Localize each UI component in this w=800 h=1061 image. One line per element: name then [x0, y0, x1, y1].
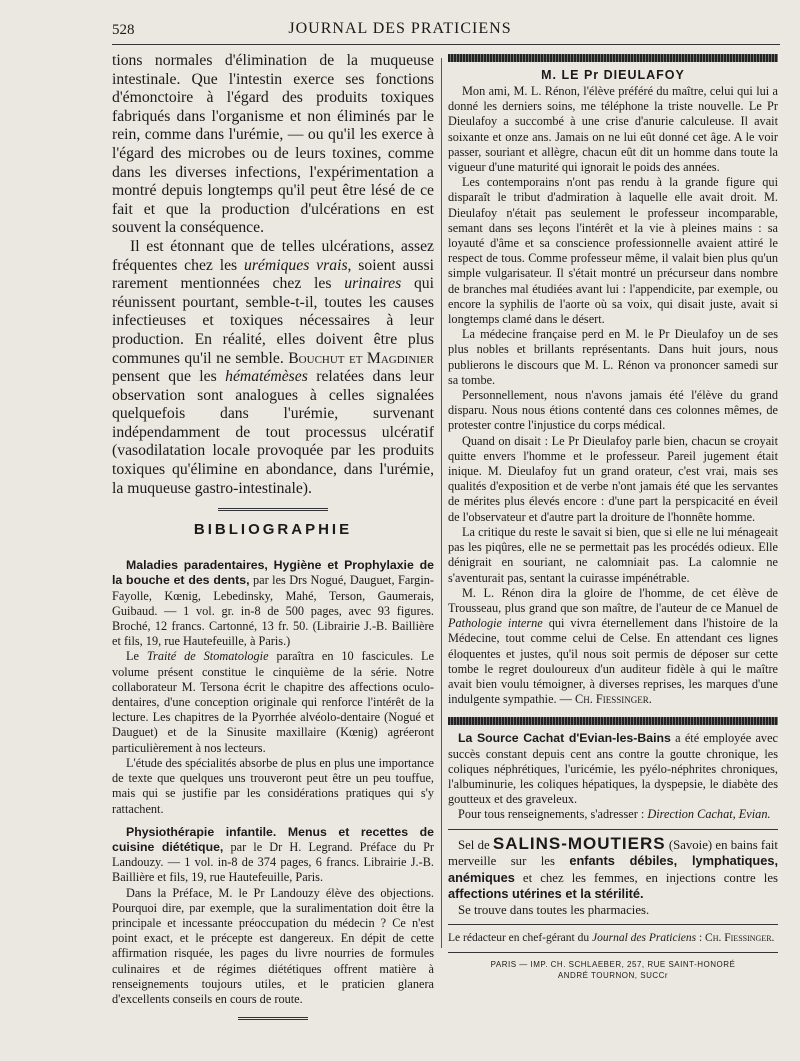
divider: [448, 829, 778, 830]
advertisement-contact: Pour tous renseignements, s'adresser : Direction Cachat, Evian.: [458, 807, 771, 822]
divider: [238, 1017, 308, 1020]
divider: [448, 924, 778, 925]
paragraph: L'étude des spécialités absorbe de plus en plus une importance de texte que quelques uns trouveront peut être un peu touffue, mais qui se justifie par les considérations pratiques qui s'y rattachent.: [112, 755, 434, 816]
divider: [218, 508, 328, 511]
paragraph: Personnellement, nous n'avons jamais été l'élève du grand disparu. Nous nous étions contenté dans ces colonnes mêmes, de protester contre l'injustice du corps médical.: [448, 388, 778, 433]
advertisement-note: Se trouve dans toutes les pharmacies.: [458, 902, 650, 917]
journal-title: JOURNAL DES PRATICIENS: [288, 20, 512, 37]
obituary-title: M. LE Pr DIEULAFOY: [541, 68, 685, 82]
paragraph: Il est étonnant que de telles ulcérations, assez fréquentes chez les urémiques vrais, soient aussi rarement mentionnées chez les urinaires qui réunissent pourtant, semble-t-il, toutes les causes infectieuses et toxiques nécessaires à leur production. En réalité, elles doivent être plus communes qu'il ne semble. Bouchut et Magdinier pensent que les hématémèses relatées dans leur observation sont analogues à celles signalées quelquefois dans l'urémie, survenant indépendamment de tout processus ulcératif (vasodilatation locale provoquée par les produits toxiques qu'élimine en abondance, dans l'urémie, la muqueuse gastro-intestinale).: [112, 237, 434, 497]
paragraph: Mon ami, M. L. Rénon, l'élève préféré du maître, celui qui lui a donné les derniers soins, me téléphone la triste nouvelle. Le Pr Dieulafoy a succombé à une crise d'anurie calculeuse. Il avait soixante et onze ans. Jamais on ne lui eût donné cet âge. A le voir passer, souriant et allègre, chacun eût dit un homme dans toute la vigueur d'une maturité qui ignorait le poids des années.: [448, 84, 778, 175]
paragraph: Dans la Préface, M. le Pr Landouzy élève des objections. Pourquoi dire, par exemple, que la suralimentation doit être la principale et incessante préoccupation du médecin ? Ce n'est point exact, et le précepte est dangereux. En dépit de cette affirmation risquée, les pages du livre nourries de formules culinaires et de régimes diététiques offrent matière à renseignements toujours utiles, et le praticien glanera d'excellents conseils en cours de route.: [112, 885, 434, 1006]
ornament-bar: [448, 54, 778, 62]
imprint-line: PARIS — IMP. CH. SCHLAEBER, 257, RUE SAINT-HONORÉ: [490, 960, 736, 970]
book-review: Physiothérapie infantile. Menus et recettes de cuisine diététique, par le Dr H. Legrand. Préface du Pr Landouzy. — 1 vol. in-8 de 374 pages, 6 francs. Librairie J.-B. Baillière et fils, 19, rue Hautefeuille, Paris.: [112, 824, 435, 885]
paragraph: M. L. Rénon dira la gloire de l'homme, de cet élève de Trousseau, plus grand que son maître, de l'auteur de ce Manuel de Pathologie interne qui vivra éternellement dans l'histoire de la Médecine, tout comme celui de Celse. En attendant ces lignes éloquentes et justes, qu'il nous soit permis de déposer sur cette tombe le regret douloureux d'un auditeur fidèle à qui le maître avait bien voulu témoigner, à diverses reprises, les marques d'une indulgente sympathie. — Ch. Fiessinger.: [448, 585, 778, 707]
header-rule: [112, 44, 780, 45]
book-review: Maladies paradentaires, Hygiène et Prophylaxie de la bouche et des dents, par les Drs Nogué, Dauguet, Fargin-Fayolle, Kœnig, Lebedinsky, Mahé, Terson, Gaumerais, Guibaud. — 1 vol. gr. in-8 de 500 pages, avec 93 figures. Broché, 12 francs. Cartonné, 13 fr. 50. (Librairie J.-B. Baillière et fils, 19, rue Hautefeuille, à Paris.): [112, 558, 434, 649]
advertisement-salins: Sel de SALINS-MOUTIERS (Savoie) en bains fait merveille sur les enfants débiles, lymphatiques, anémiques et chez les femmes, en injections contre les affections utérines et la stérilité.: [448, 833, 779, 902]
paragraph: tions normales d'élimination de la muqueuse intestinale. Que l'intestin exerce ses fonctions d'émonctoire à l'égard des produits toxiques fabriqués dans l'organisme et non éliminés par le rein, comme dans l'urémie, — ou qu'il les exerce à l'égard des microbes ou de leurs toxines, comme dans les diverses infections, l'expérimentation a montré depuis longtemps qu'il peut être lésé de ce fait et que la production d'ulcérations en est souvent la conséquence.: [112, 52, 434, 237]
left-column: [112, 52, 434, 1030]
imprint: [448, 959, 778, 981]
page-number: 528: [112, 22, 135, 38]
paragraph: Les contemporains n'ont pas rendu à la grande figure qui disparaît le tribut d'admiration à laquelle elle avait droit. M. Dieulafoy n'était pas seulement le professeur incomparable, semant dans ses leçons l'intérêt et la vie à pleines mains : sa loyauté d'âme et sa conscience professionnelle avaient attiré le respect de tous. Comme professeur même, il valait bien plus qu'un simple vulgarisateur. Il s'était montré un précurseur dans nombre de branches mal étudiées avant lui : l'appendicite, par exemple, ou encore la syphilis de l'aorte où sa voix, qui disait juste, avait si longtemps clamé dans le désert.: [448, 175, 778, 327]
paragraph: Le Traité de Stomatologie paraîtra en 10 fascicules. Le volume présent constitue le cinquième de la série. Notre collaborateur M. Tersona écrit le chapitre des affections oculo-dentaires, d'une conception originale qui renforce l'intérêt de la lecture. Les chapitres de la Pyorrhée alvéolo-dentaire (Nogué et Dauguet) et de la Sinusite maxillaire (Kœnig) agréeront particulièrement à nos lecteurs.: [112, 649, 435, 755]
right-column: [448, 54, 778, 981]
paragraph: La critique du reste le savait si bien, que si elle ne lui ménageait pas les piqûres, elle ne se permettait pas les procédés odieux. Elle dénigrait en souriant, ne calomniait pas. La calomnie ne s'aventurait pas, sentant la cuirasse impénétrable.: [448, 524, 778, 585]
editor-line: Le rédacteur en chef-gérant du Journal des Praticiens : Ch. Fiessinger.: [448, 932, 775, 945]
imprint-line: ANDRÉ TOURNON, SUCCr: [557, 971, 669, 981]
ornament-bar: [448, 717, 778, 725]
paragraph: La médecine française perd en M. le Pr Dieulafoy un de ses plus nobles et brillants représentants. Dans huit jours, nous publierons le discours que M. L. Rénon va prononcer samedi sur sa tombe.: [448, 327, 778, 387]
column-divider: [441, 58, 442, 948]
advertisement-evian: La Source Cachat d'Evian-les-Bains a été employée avec succès constant depuis cent ans contre la goutte chronique, les coliques néphrétiques, l'uricémie, les pyélo-néphrites chroniques, l'albuminurie, les coliques hépatiques, la dyspepsie, le diabète des goutteux et des graveleux.: [448, 731, 778, 807]
divider: [448, 952, 778, 953]
bibliography-heading: BIBLIOGRAPHIE: [193, 521, 353, 539]
paragraph: Quand on disait : Le Pr Dieulafoy parle bien, chacun se croyait quitte envers l'homme et le professeur. Pareil jugement était inique. M. Dieulafoy fut un grand orateur, c'est vrai, mais ses qualités d'exposition et de verbe n'ont jamais été que les servantes de mérites plus élevés encore : d'une part la perspicacité en éveil de l'observateur et d'autre part la droiture de l'honnête homme.: [448, 433, 778, 524]
